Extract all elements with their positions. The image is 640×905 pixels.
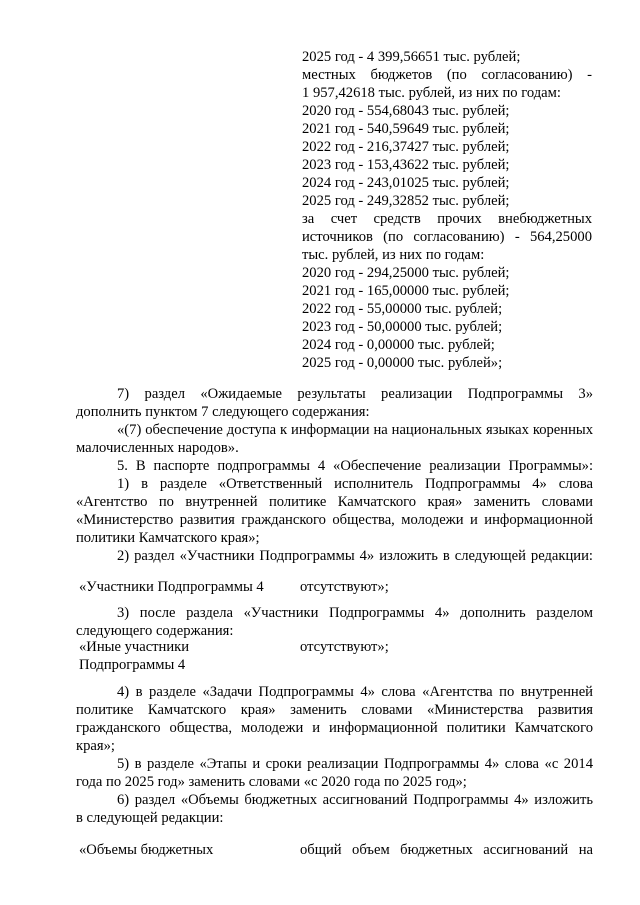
text-line: источников (по согласованию) - 564,25000 [302, 229, 592, 245]
paragraph-line: года по 2025 год» заменить словами «с 2020 года по 2025 год»; [76, 774, 467, 790]
text-line: за счет средств прочих внебюджетных [302, 211, 592, 227]
text-line: 2021 год - 165,00000 тыс. рублей; [302, 283, 510, 299]
text-line: 2025 год - 0,00000 тыс. рублей»; [302, 355, 503, 371]
table-cell-label: «Иные участники [79, 639, 190, 655]
text-line: местных бюджетов (по согласованию) - [302, 67, 592, 83]
table-cell-value: отсутствуют»; [300, 579, 389, 595]
table-cell-label: «Объемы бюджетных [79, 842, 214, 858]
paragraph-line: «Министерство развития гражданского общества, молодежи и информационной [76, 512, 593, 528]
paragraph-line: 4) в разделе «Задачи Подпрограммы 4» слова «Агентства по внутренней [117, 684, 593, 700]
paragraph-line: 3) после раздела «Участники Подпрограммы 4» дополнить разделом [117, 605, 593, 621]
text-line: 2020 год - 294,25000 тыс. рублей; [302, 265, 510, 281]
paragraph-line: «(7) обеспечение доступа к информации на национальных языках коренных [117, 422, 593, 438]
paragraph-line: дополнить пунктом 7 следующего содержания: [76, 404, 370, 420]
paragraph-line: политики Камчатского края»; [76, 530, 260, 546]
paragraph-line: малочисленных народов». [76, 440, 239, 456]
table-cell-value: общий объем бюджетных ассигнований на [300, 842, 593, 858]
text-line: 2023 год - 50,00000 тыс. рублей; [302, 319, 503, 335]
text-line: 2022 год - 216,37427 тыс. рублей; [302, 139, 510, 155]
paragraph-line: следующего содержания: [76, 623, 234, 639]
paragraph-line: 7) раздел «Ожидаемые результаты реализации Подпрограммы 3» [117, 386, 593, 402]
table-cell-value: отсутствуют»; [300, 639, 389, 655]
text-line: 2024 год - 0,00000 тыс. рублей; [302, 337, 495, 353]
paragraph-line: 5) в разделе «Этапы и сроки реализации Подпрограммы 4» слова «с 2014 [117, 756, 593, 772]
table-cell-label: «Участники Подпрограммы 4 [79, 579, 264, 595]
paragraph-line: в следующей редакции: [76, 810, 224, 826]
paragraph-line: 5. В паспорте подпрограммы 4 «Обеспечение реализации Программы»: [117, 458, 593, 474]
text-line: 2025 год - 4 399,56651 тыс. рублей; [302, 49, 521, 65]
paragraph-line: политике Камчатского края» заменить словами «Министерства развития [76, 702, 593, 718]
text-line: 2025 год - 249,32852 тыс. рублей; [302, 193, 510, 209]
paragraph-line: 1) в разделе «Ответственный исполнитель Подпрограммы 4» слова [117, 476, 593, 492]
text-line: 2023 год - 153,43622 тыс. рублей; [302, 157, 510, 173]
table-cell-label: Подпрограммы 4 [79, 657, 186, 673]
paragraph-line: 6) раздел «Объемы бюджетных ассигнований Подпрограммы 4» изложить [117, 792, 593, 808]
text-line: 2022 год - 55,00000 тыс. рублей; [302, 301, 503, 317]
text-line: 1 957,42618 тыс. рублей, из них по годам: [302, 85, 561, 101]
text-line: тыс. рублей, из них по годам: [302, 247, 485, 263]
paragraph-line: «Агентство по внутренней политике Камчатского края» заменить словами [76, 494, 593, 510]
text-line: 2020 год - 554,68043 тыс. рублей; [302, 103, 510, 119]
paragraph-line: края»; [76, 738, 115, 754]
paragraph-line: гражданского общества, молодежи и информационной политики Камчатского [76, 720, 593, 736]
text-line: 2024 год - 243,01025 тыс. рублей; [302, 175, 510, 191]
text-line: 2021 год - 540,59649 тыс. рублей; [302, 121, 510, 137]
paragraph-line: 2) раздел «Участники Подпрограммы 4» изложить в следующей редакции: [117, 548, 593, 564]
